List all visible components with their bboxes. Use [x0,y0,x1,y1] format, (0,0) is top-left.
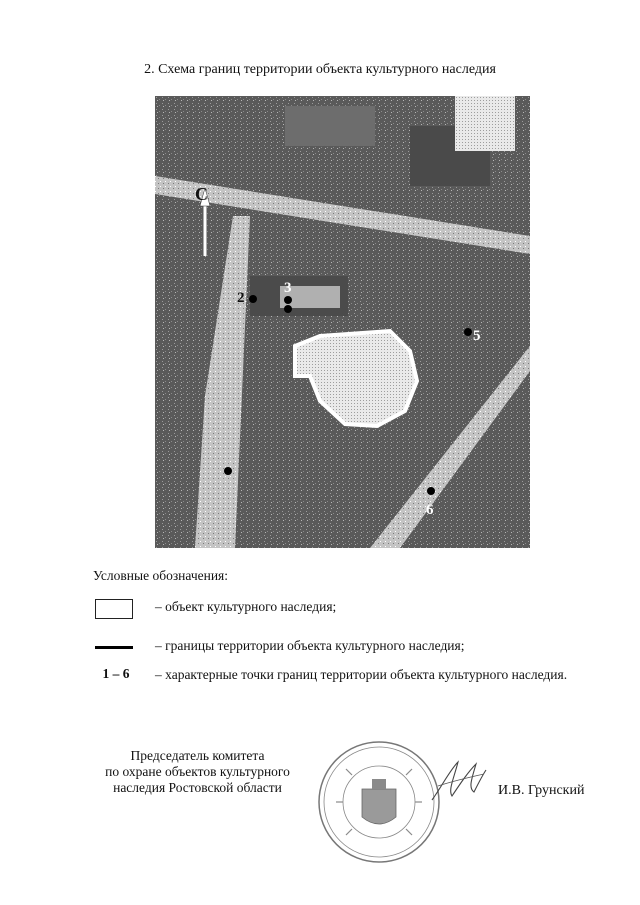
legend-item-text: – объект культурного наследия; [155,599,337,614]
boundary-point [284,296,292,304]
boundary-point [427,487,435,495]
boundary-point [249,295,257,303]
boundary-point [464,328,472,336]
signature-block [70,748,325,796]
aerial-map [155,96,530,548]
points-range-symbol: 1 – 6 [102,666,130,681]
point-label-5: 5 [473,328,481,344]
boundary-point [224,467,232,475]
page-title: 2. Схема границ территории объекта культурного наследия [144,62,496,77]
handwritten-signature [428,756,488,808]
map-background [155,96,530,548]
boundary-line-symbol [95,646,133,649]
signer-position-line: по охране объектов культурного [105,764,290,779]
signer-position-line: наследия Ростовской области [113,780,282,795]
point-label-3: 3 [284,280,292,296]
signer-position-line: Председатель комитета [130,748,265,763]
signer-name: И.В. Грунский [498,783,585,798]
legend-item-text: – границы территории объекта культурного наследия; [155,638,465,653]
legend-heading: Условные обозначения: [93,568,229,583]
point-label-2: 2 [237,290,245,306]
north-label: С [195,184,208,204]
legend-item-text: – характерные точки границ территории объекта культурного наследия. [155,667,568,682]
official-stamp [316,739,442,865]
point-label-6: 6 [426,502,434,518]
heritage-object-symbol [95,599,133,619]
boundary-point [284,305,292,313]
